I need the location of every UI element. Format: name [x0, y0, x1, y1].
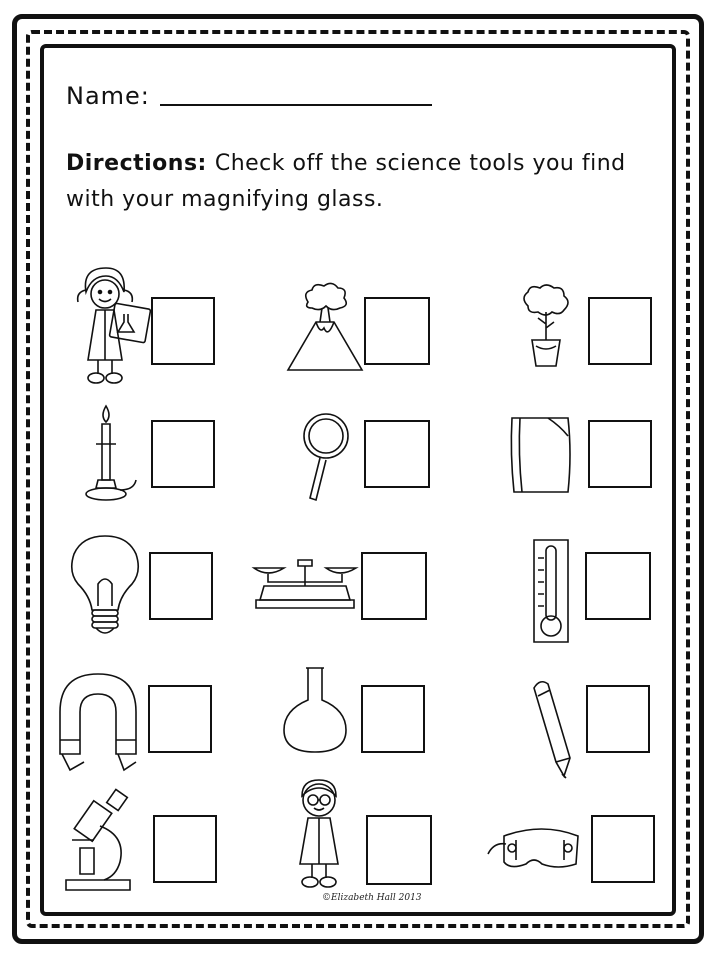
- checkbox-safety-goggles[interactable]: [591, 815, 655, 883]
- name-label: Name:: [66, 82, 150, 110]
- checkbox-plant[interactable]: [588, 297, 652, 365]
- checkbox-microscope[interactable]: [153, 815, 217, 883]
- light-bulb-icon: [68, 534, 142, 642]
- plant-icon: [518, 284, 574, 370]
- notebook-icon: [508, 412, 574, 498]
- balance-scale-icon: [250, 556, 360, 614]
- checkbox-light-bulb[interactable]: [149, 552, 213, 620]
- volcano-icon: [286, 282, 364, 374]
- checkbox-bunsen-burner[interactable]: [151, 420, 215, 488]
- checkbox-girl-scientist[interactable]: [151, 297, 215, 365]
- checkbox-magnet[interactable]: [148, 685, 212, 753]
- boy-scientist-icon: [288, 776, 350, 892]
- girl-scientist-icon: [72, 262, 152, 388]
- flask-icon: [280, 666, 350, 756]
- directions-text: Check off the science tools you find with your magnifying glass.: [66, 151, 626, 212]
- microscope-icon: [60, 788, 140, 898]
- thermometer-icon: [530, 538, 572, 646]
- bunsen-burner-icon: [82, 404, 140, 504]
- directions-label: Directions:: [66, 151, 207, 176]
- safety-goggles-icon: [484, 818, 584, 876]
- checkbox-balance-scale[interactable]: [361, 552, 427, 620]
- checkbox-pencil[interactable]: [586, 685, 650, 753]
- name-row: [66, 82, 432, 110]
- copyright-text: ©Elizabeth Hall 2013: [322, 893, 422, 903]
- checkbox-thermometer[interactable]: [585, 552, 651, 620]
- name-field[interactable]: [160, 104, 432, 106]
- magnet-icon: [56, 670, 140, 774]
- checkbox-notebook[interactable]: [588, 420, 652, 488]
- directions: [66, 146, 666, 218]
- checkbox-volcano[interactable]: [364, 297, 430, 365]
- pencil-icon: [530, 676, 576, 784]
- checkbox-boy-scientist[interactable]: [366, 815, 432, 885]
- magnifying-glass-icon: [298, 410, 358, 506]
- checkbox-flask[interactable]: [361, 685, 425, 753]
- checkbox-magnifying-glass[interactable]: [364, 420, 430, 488]
